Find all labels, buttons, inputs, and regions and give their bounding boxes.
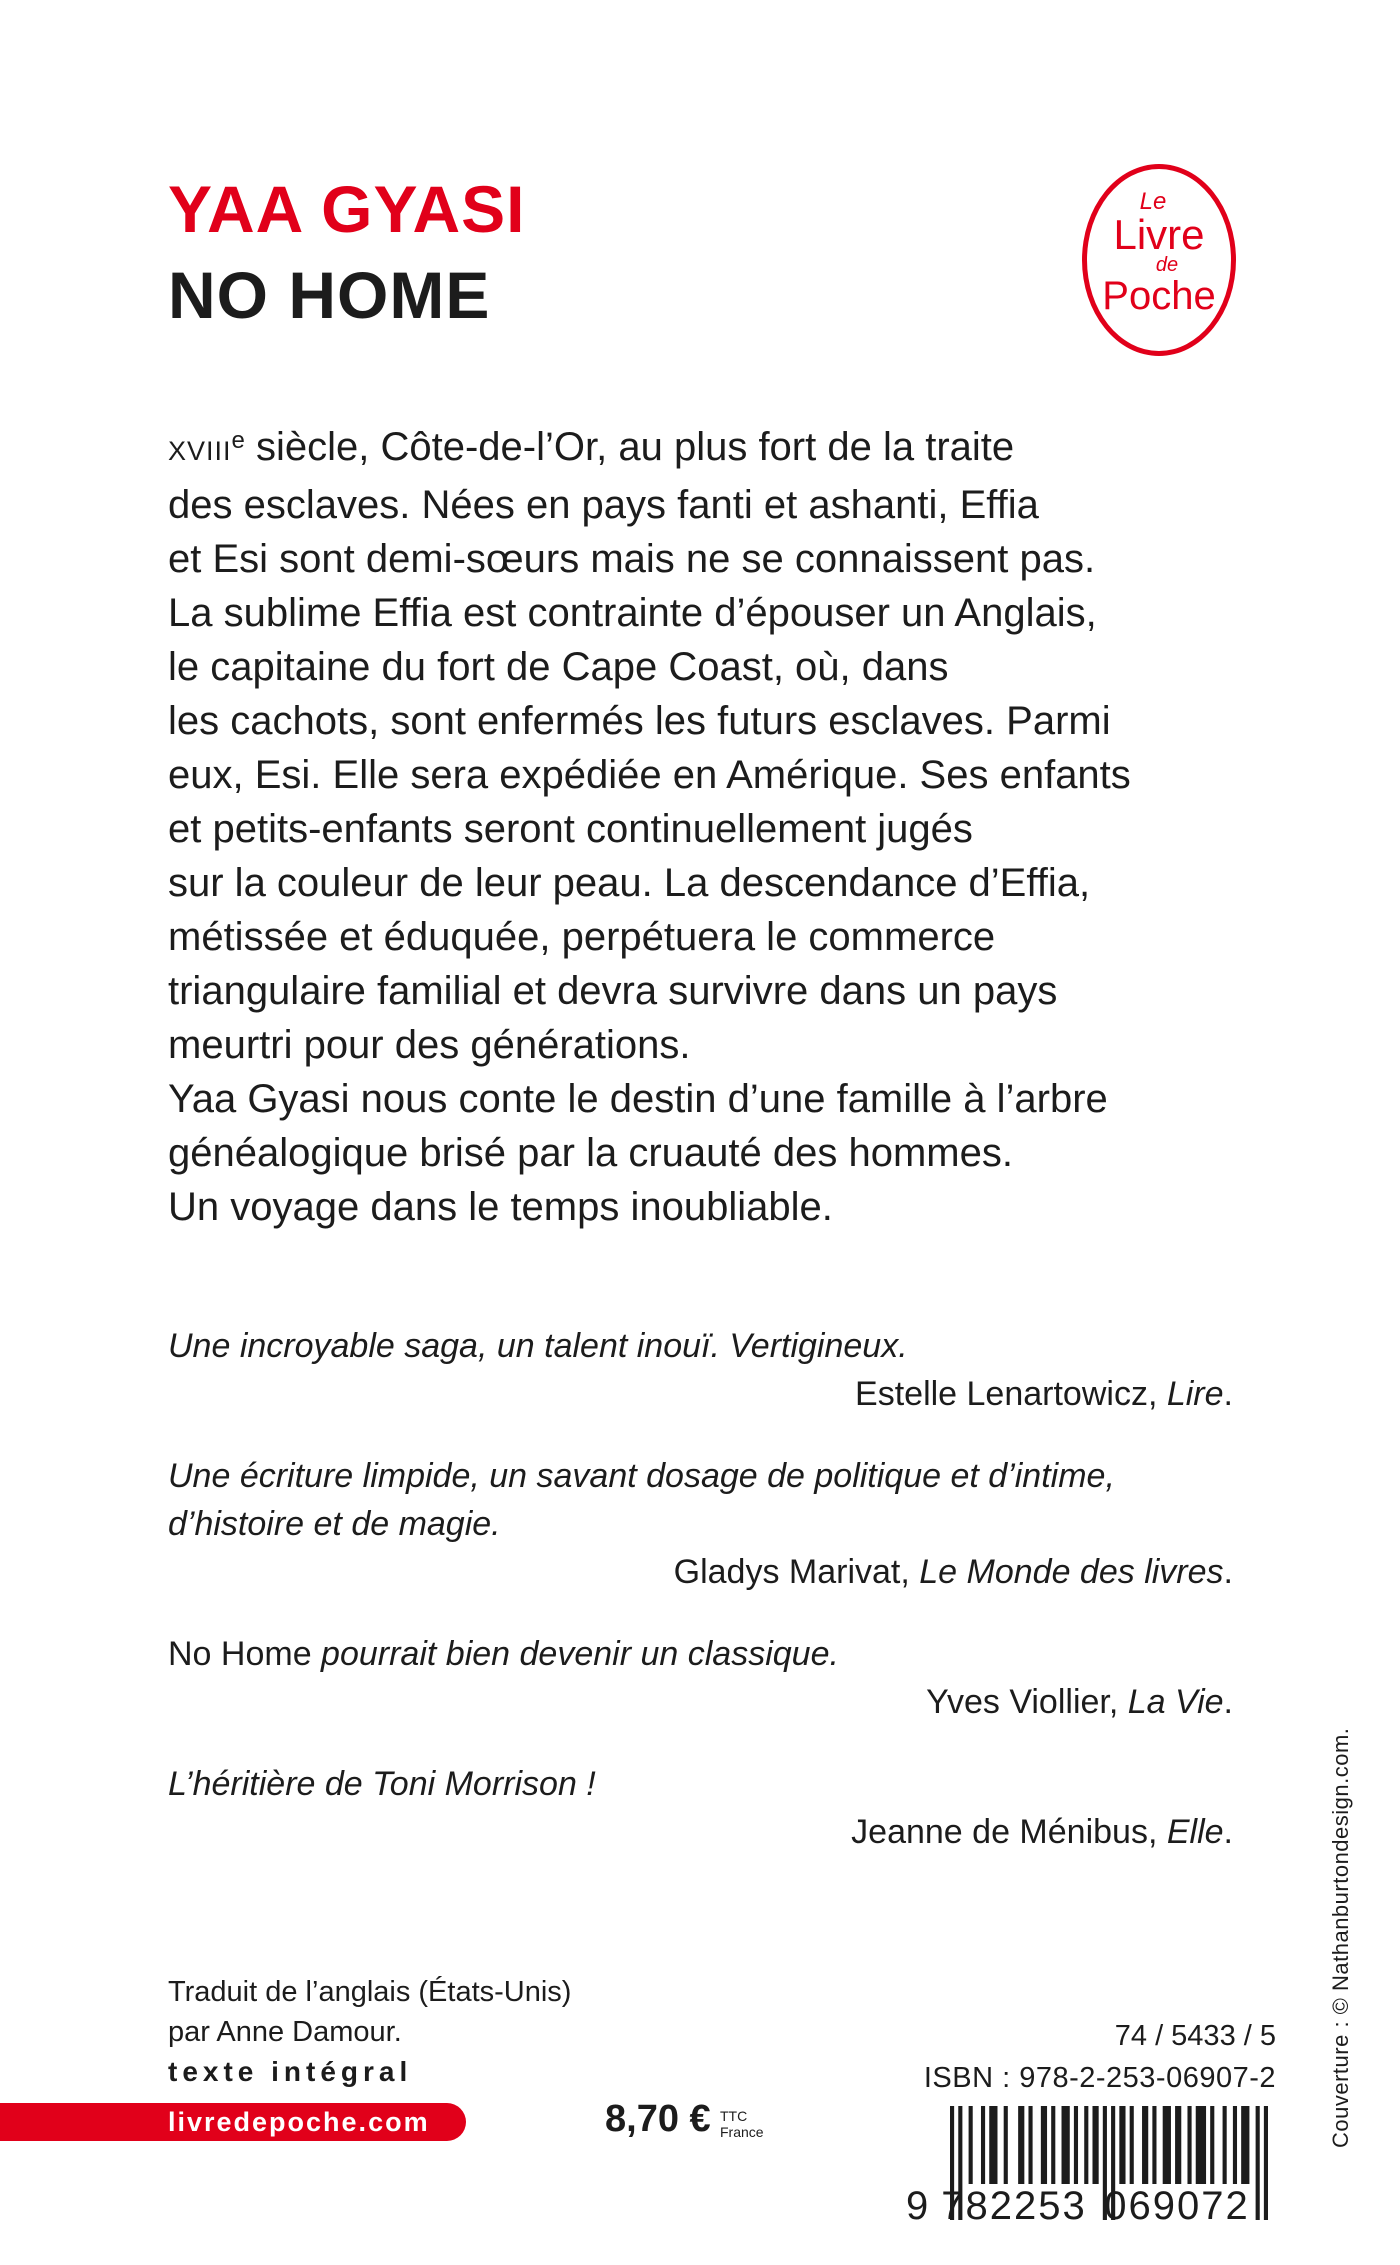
tax-note	[720, 2108, 764, 2140]
tax-line: France	[720, 2124, 764, 2140]
summary-line: et petits-enfants seront continuellement jugés	[168, 807, 973, 851]
integral-text-label: texte intégral	[168, 2056, 413, 2087]
century-superscript: e	[231, 427, 245, 454]
translator-line: par Anne Damour.	[168, 2016, 402, 2048]
quote-text	[168, 1760, 1233, 1808]
translator-credit	[168, 1972, 571, 2052]
summary-line: triangulaire familial et devra survivre dans un pays	[168, 969, 1058, 1013]
barcode-bar	[1028, 2106, 1032, 2184]
quote-author: Yves Viollier,	[926, 1683, 1128, 1721]
summary-line: sur la couleur de leur peau. La descendance d’Effia,	[168, 861, 1091, 905]
barcode-bar	[1175, 2106, 1181, 2184]
svg-text:Le: Le	[1139, 188, 1167, 215]
barcode-right-digits: 069072	[1104, 2184, 1250, 2224]
author-name: YAA GYASI	[168, 172, 526, 246]
barcode-bar	[981, 2106, 985, 2184]
barcode	[898, 2106, 1278, 2224]
barcode-bar	[1062, 2106, 1070, 2184]
tax-line: TTC	[720, 2108, 748, 2124]
quote-line	[168, 1630, 1233, 1678]
barcode-lead-digit: 9	[906, 2184, 929, 2224]
quote-source: La Vie	[1127, 1683, 1224, 1721]
quote-attribution	[168, 1808, 1233, 1856]
barcode-bar	[1084, 2106, 1088, 2184]
barcode-bar	[969, 2106, 973, 2184]
svg-text:Livre: Livre	[1113, 211, 1205, 258]
summary-line: les cachots, sont enfermés les futurs esclaves. Parmi	[168, 699, 1111, 743]
quote-attribution	[168, 1370, 1233, 1418]
barcode-bar	[1152, 2106, 1156, 2184]
quote-line: Une écriture limpide, un savant dosage de politique et d’intime,	[168, 1457, 1115, 1495]
quote-source: Le Monde des livres	[919, 1553, 1224, 1591]
summary-line: eux, Esi. Elle sera expédiée en Amérique. Ses enfants	[168, 753, 1131, 797]
century-numeral: XVIII	[168, 436, 232, 466]
barcode-bar	[1187, 2106, 1191, 2184]
isbn: ISBN : 978-2-253-06907-2	[923, 2062, 1276, 2094]
barcode-bar	[1163, 2106, 1171, 2184]
quote-source: Elle	[1166, 1813, 1224, 1851]
barcode-bar	[1256, 2106, 1260, 2220]
barcode-bar	[1130, 2106, 1134, 2184]
quote-title-upright: No Home	[168, 1635, 312, 1673]
barcode-bar	[1051, 2106, 1055, 2184]
barcode-left-digits: 782253	[941, 2184, 1087, 2224]
summary-line: métissée et éduquée, perpétuera le commerce	[168, 915, 996, 959]
barcode-bar	[1196, 2106, 1206, 2184]
catalog-code: 74 / 5433 / 5	[1114, 2020, 1276, 2052]
quote-line-text: pourrait bien devenir un classique.	[311, 1635, 839, 1673]
quote-line: d’histoire et de magie.	[168, 1505, 501, 1543]
press-quote	[168, 1760, 1233, 1856]
book-title: NO HOME	[168, 258, 491, 332]
quote-author: Jeanne de Ménibus,	[851, 1813, 1167, 1851]
cover-credit: Couverture : © Nathanburtondesign.com.	[1328, 1727, 1353, 2148]
quote-author: Gladys Marivat,	[673, 1553, 920, 1591]
quote-attribution	[168, 1678, 1233, 1726]
press-quote	[168, 1452, 1233, 1596]
barcode-bar	[989, 2106, 997, 2184]
summary-line: Yaa Gyasi nous conte le destin d’une famille à l’arbre	[168, 1077, 1108, 1121]
quote-attribution	[168, 1548, 1233, 1596]
press-quotes	[168, 1322, 1233, 1890]
summary-line-text: siècle, Côte-de-l’Or, au plus fort de la traite	[244, 425, 1015, 469]
barcode-bar	[1264, 2106, 1268, 2220]
publisher-logo	[1082, 164, 1236, 356]
barcode-bar	[1142, 2106, 1148, 2184]
barcode-bar	[1210, 2106, 1214, 2184]
book-summary	[168, 420, 1248, 1234]
barcode-bar	[1004, 2106, 1008, 2184]
barcode-bar	[1119, 2106, 1125, 2184]
quote-source: Lire	[1166, 1375, 1224, 1413]
summary-line: des esclaves. Nées en pays fanti et ashanti, Effia	[168, 483, 1039, 527]
press-quote	[168, 1322, 1233, 1418]
press-quote	[168, 1630, 1233, 1726]
barcode-bar	[1241, 2106, 1249, 2184]
quote-text	[168, 1452, 1233, 1548]
summary-line: généalogique brisé par la cruauté des hommes.	[168, 1131, 1013, 1175]
quote-end: .	[1223, 1553, 1233, 1591]
quote-line: Une incroyable saga, un talent inouï. Vertigineux.	[168, 1327, 908, 1365]
summary-line: La sublime Effia est contrainte d’épouser un Anglais,	[168, 591, 1097, 635]
summary-line: et Esi sont demi-sœurs mais ne se connaissent pas.	[168, 537, 1096, 581]
quote-author: Estelle Lenartowicz,	[855, 1375, 1167, 1413]
quote-text	[168, 1322, 1233, 1370]
barcode-bar	[1018, 2106, 1024, 2184]
quote-end: .	[1223, 1813, 1233, 1851]
summary-line: Un voyage dans le temps inoubliable.	[168, 1185, 833, 1229]
svg-text:de: de	[1155, 254, 1179, 276]
barcode-bar	[1223, 2106, 1227, 2184]
barcode-bar	[1041, 2106, 1047, 2184]
summary-line: le capitaine du fort de Cape Coast, où, dans	[168, 645, 949, 689]
quote-end: .	[1223, 1683, 1233, 1721]
barcode-bar	[1233, 2106, 1237, 2184]
svg-text:Poche: Poche	[1102, 274, 1216, 318]
price: 8,70 €	[605, 2098, 711, 2140]
translator-line: Traduit de l’anglais (États-Unis)	[168, 1976, 572, 2008]
barcode-bar	[1074, 2106, 1078, 2184]
summary-line	[168, 420, 1248, 478]
quote-end: .	[1223, 1375, 1233, 1413]
quote-text	[168, 1630, 1233, 1678]
website-link[interactable]: livredepoche.com	[168, 2107, 430, 2137]
quote-line: L’héritière de Toni Morrison !	[168, 1765, 596, 1803]
barcode-bar	[1092, 2106, 1098, 2184]
summary-line: meurtri pour des générations.	[168, 1023, 691, 1067]
